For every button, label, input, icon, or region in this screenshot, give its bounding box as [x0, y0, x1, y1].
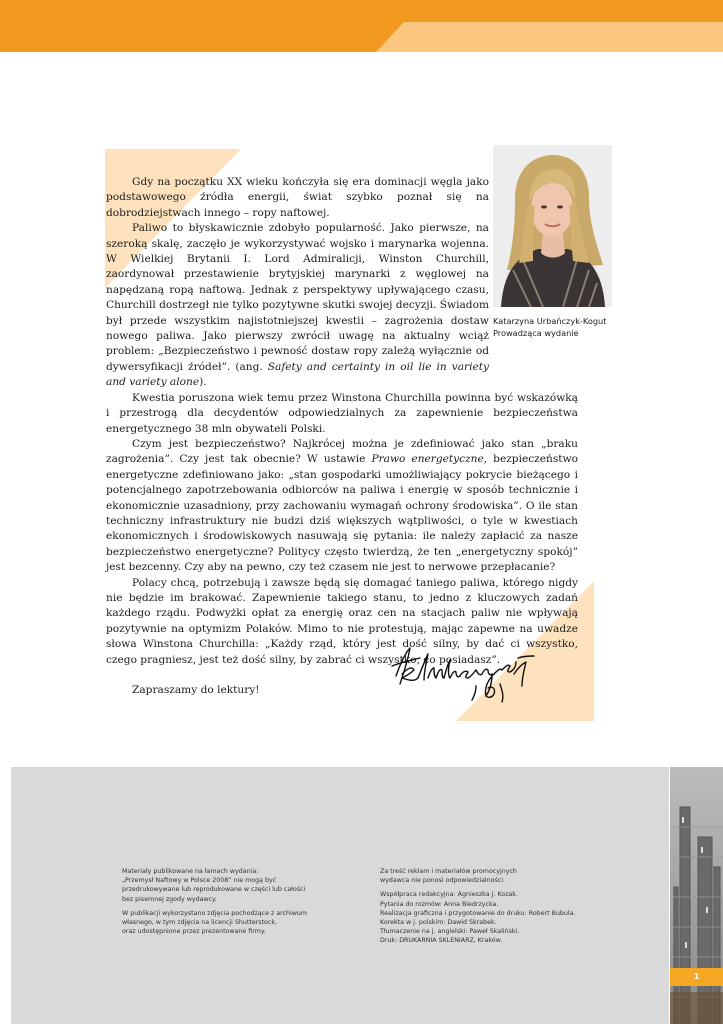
paragraph-5: Polacy chcą, potrzebują i zawsze będą się domagać taniego paliwa, którego nigdy nie będzie im brakować. Zapewnienie takiego stanu, to jedno z kluczowych zadań każdego rządu. Podwyżki opłat za energię oraz cen na stacjach paliw nie wpływają pozytywnie na optymizm Polaków. Mimo to nie protestują, mając zapewne na uwadze słowa Winstona Churchilla: „Każdy rząd, który jest dość silny, by dać ci wszystko, czego pragniesz, jest też dość silny, by zabrać ci wszystko, co posiadasz”.: [106, 576, 578, 666]
paragraph-4: [106, 437, 578, 576]
paragraph-3: Kwestia poruszona wiek temu przez Winstona Churchilla powinna być wskazówką i przestrogą dla decydentów odpowiedzialnych za zapewnienie bezpieczeństwa energetycznego 38 mln obywateli Polski.: [106, 391, 578, 435]
footer-left-line: oraz udostępnione przez prezentowane firmy.: [122, 928, 266, 936]
footer-right-line: Realizacja graficzna i przygotowanie do druku: Robert Bubula.: [380, 909, 576, 917]
footer-right-line: Za treść reklam i materiałów promocyjnych: [380, 868, 517, 875]
churchill-quote-english: Safety and certainty in oil lie in variety and variety alone: [106, 360, 489, 389]
footer-left-line: własnego, w tym zdjęcia na licencji Shutterstock,: [122, 919, 278, 927]
footer-right-line: Współpraca redakcyjna: Agnieszka J. Kozak.: [380, 891, 518, 899]
paragraph-2-end: ).: [199, 376, 207, 389]
footer-right-line: Korekta w j. polskim: Dawid Skrabek.: [380, 919, 497, 927]
paragraph-1: Gdy na początku XX wieku kończyła się era dominacji węgla jako podstawowego źródła energii, świat szybko poznał się na dobrodziejstwach innego – ropy naftowej.: [106, 176, 489, 219]
editor-signature: [388, 638, 538, 704]
footer-right-line: Tłumaczenie na j. angielski: Paweł Skaliński.: [380, 928, 520, 936]
footer-right-line: wydawca nie ponosi odpowiedzialności.: [380, 877, 506, 885]
top-banner: [0, 0, 723, 52]
footer-left-line: Materiały publikowane na łamach wydania:: [122, 868, 259, 875]
footer-left-line: „Przemysł Naftowy w Polsce 2008” nie mogą być: [122, 877, 277, 885]
editor-role: Prowadząca wydanie: [493, 328, 579, 338]
law-title: Prawo energetyczne: [371, 453, 484, 466]
paragraph-4-text-a: Czym jest bezpieczeństwo? Najkrócej można je zdefiniować jako stan „braku zagrożenia”. Czy jest tak obecnie? W ustawie: [106, 437, 578, 466]
editor-name: Katarzyna Urbańczyk-Kogut: [493, 316, 607, 326]
editorial-text: [106, 175, 578, 698]
page-number: 1: [670, 968, 723, 986]
top-banner-light: [376, 22, 723, 52]
footer-right-line: Druk: DRUKARNIA SKLENIARZ, Kraków.: [380, 937, 503, 945]
footer-left-line: bez pisemnej zgody wydawcy.: [122, 895, 217, 903]
paragraph-2: [106, 221, 489, 390]
paragraph-2-text: Paliwo to błyskawicznie zdobyło popularność. Jako pierwsze, na szeroką skalę, zaczęło je wykorzystywać wojsko i marynarka wojenna. W Wielkiej Brytanii I. Lord Admiralicji, Winston Churchill, zaordynował przestawienie brytyjskiej marynarki z węglowej na napędzaną ropą naftową. Jednak z perspektywy upływającego czasu, Churchill dostrzegł nie tylko pozytywne skutki swojej decyzji. Świadom był przede wszystkim najistotniejszej kwestii – zagrożenia dostaw nowego paliwa. Jako pierwszy zwrócił uwagę na aktualny wciąż problem: „Bezpieczeństwo i pewność dostaw ropy zależą wyłącznie od dywersyfikacji źródeł”. (ang.: [106, 222, 489, 373]
closing-line: Zapraszamy do lektury!: [132, 684, 260, 696]
footer-left-line: przedrukowywane lub reprodukowane w części lub całości: [122, 886, 306, 894]
footer-panel: [11, 767, 669, 1024]
footer-credits: [380, 867, 576, 946]
footer-right-line: Pytania do rozmów: Anna Biedrzycka.: [380, 900, 499, 908]
paragraph-4-text-b: , bezpieczeństwo energetyczne zdefiniowano jako: „stan gospodarki umożliwiający pokrycie bieżącego i potencjalnego zapotrzebowania odbiorców na paliwa i energię w sposób technicznie i ekonomicznie uzasadniony, przy zachowaniu wymagań ochrony środowiska”. O ile stan techniczny infrastruktury nie budzi dziś większych wątpliwości, o tyle w kwestiach ekonomicznych i środowiskowych nasuwają się pytania: ile należy zapłacić za nasze bezpieczeństwo energetyczne? Politycy często twierdzą, że ten „energetyczny spokój” jest bezcenny. Czy aby na pewno, czy też czasem nie jest to nerwowe przepłacanie?: [106, 453, 578, 574]
footer-left-line: W publikacji wykorzystano zdjęcia pochodzące z archiwum: [122, 909, 308, 917]
footer-copyright-notes: [122, 867, 307, 936]
